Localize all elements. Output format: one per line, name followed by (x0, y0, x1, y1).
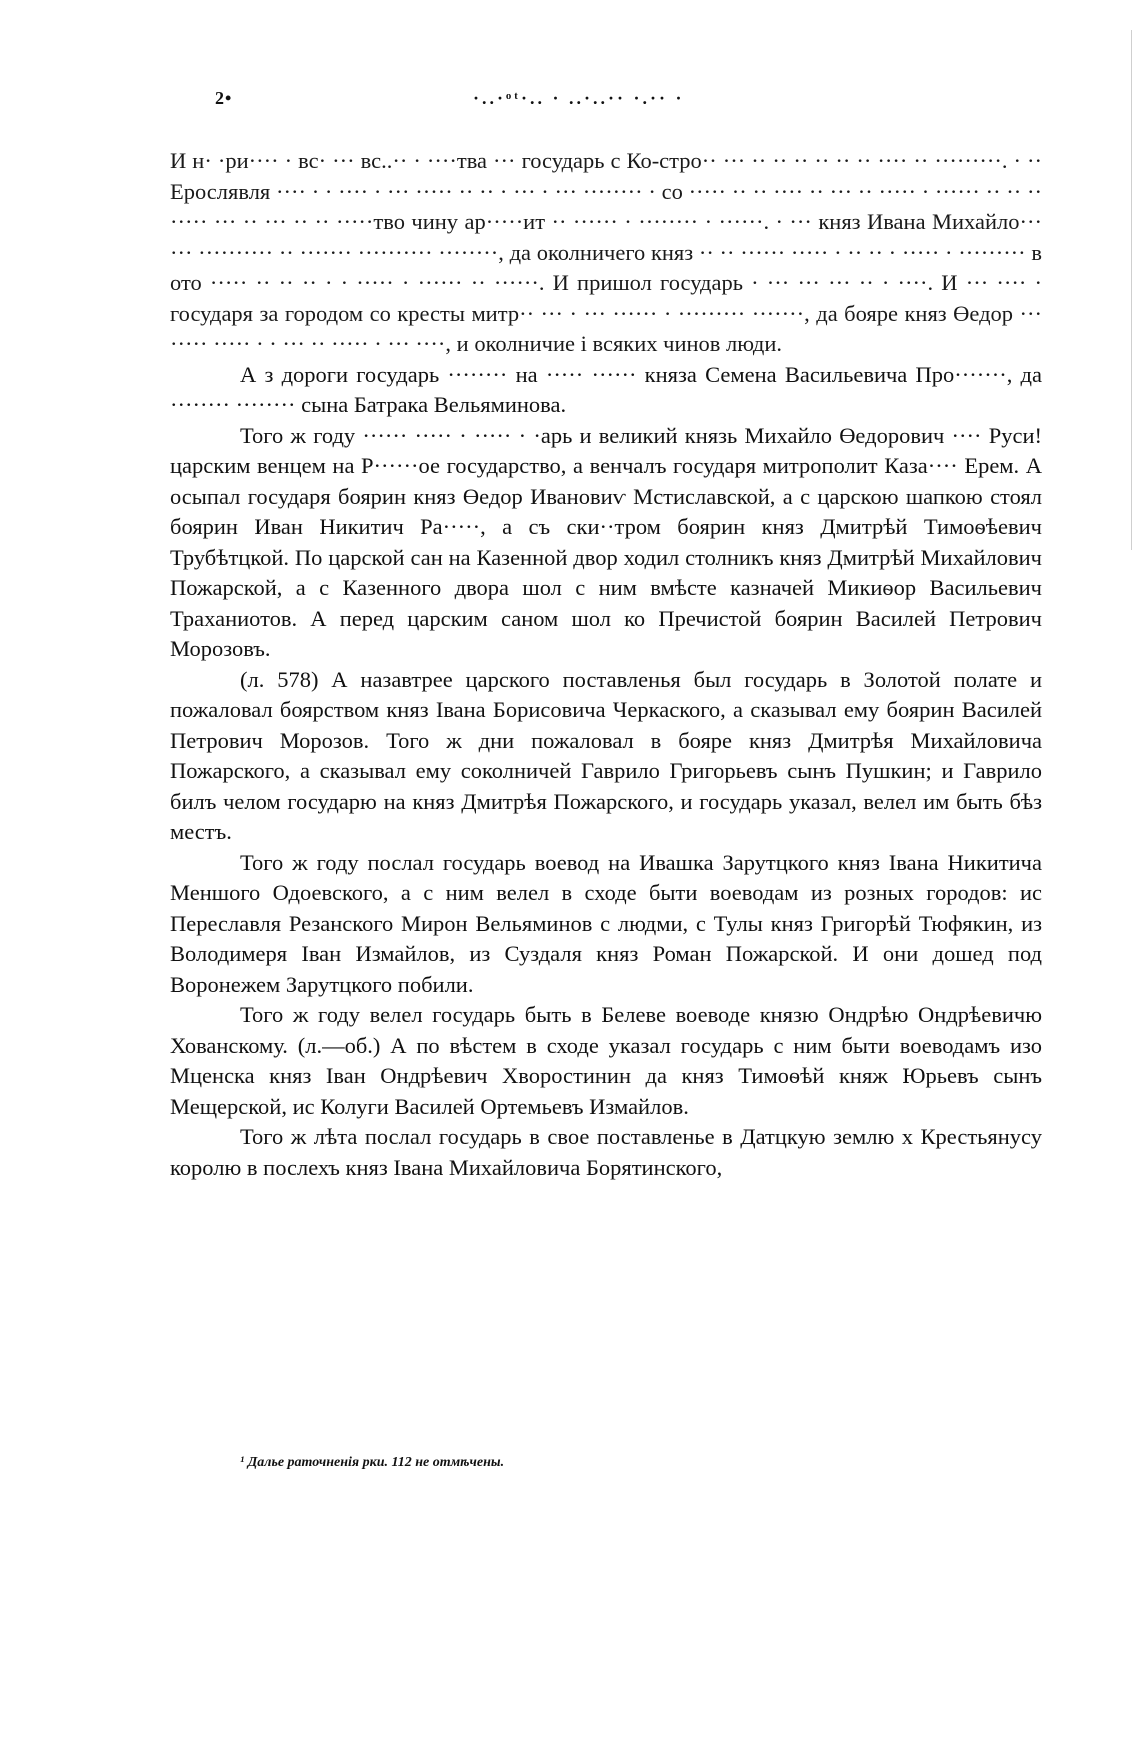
footnote: ¹ Далье раточненія рки. 112 не отмѣчены. (240, 1455, 505, 1470)
paragraph-2: А з дороги государь ········ на ····· ······ княза Семена Васильевича Про·······, да ········ ········ сына Батрака Вельяминова. (170, 361, 1042, 417)
paragraph-5: Того ж году послал государь воевод на Ивашка Зарутцкого княз Івана Никитича Меншого Одоевского, а с ним велел в сходе быти воеводам из розных городов: ис Переславля Резанского Мирон Вельяминов с людми, с Тулы княз Григорѣй Тюфякин, из Володимеря Іван Измайлов, из Суздаля княз Роман Пожарской. И они дошед под Воронежем Зарутцкого побили. (170, 849, 1042, 997)
paragraph-4: (л. 578) А назавтрее царского поставленья был государь в Золотой полате и пожаловал боярством княз Івана Борисовича Черкаского, а сказывал ему боярин Василей Петрович Морозов. Того ж дни пожаловал в бояре княз Дмитрѣя Михайловича Пожарского, а сказывал ему соколничей Гаврило Григорьевъ сынъ Пушкин; и Гаврило билъ челом государю на княз Дмитрѣя Пожарского, и государь указал, велел им быть бѣз местъ. (170, 666, 1042, 844)
scan-edge-line (1131, 30, 1132, 550)
paragraph-7: Того ж лѣта послал государь в свое поставленье в Датцкую землю х Крестьянусу королю в послехъ княз Івана Михайловича Борятинского, (170, 1124, 1042, 1180)
body-text (170, 146, 1042, 1183)
paragraph-1: И н· ·ри···· · вс· ··· вс..·· · ····тва ··· государь с Ко-стро·· ··· ·· ·· ·· ·· ·· ·· ···· ·· ·········. · ·· Ерослявля ···· · · ···· · ··· ····· ·· ·· · ··· · ··· ········ · со ····· ·· ·· ···· ·· ··· ·· ····· · ······ ·· ·· ·· ····· ··· ·· ··· ·· ·· ·····тво чину ар·····ит ·· ······ · ········ · ······. · ··· княз Ивана Михайло··· ··· ·········· ·· ······· ·········· ········, да околничего княз ·· ·· ······ ····· · ·· ·· · ····· · ········· в ото ····· ·· ·· ·· · · ····· · ······ ·· ······. И пришол государь · ··· ··· ··· ·· · ····. И ··· ···· · государя за городом со кресты митр·· ··· · ··· ······ · ········· ·······, да бояре княз Өедор ··· ····· ····· · · ··· ·· ····· · ··· ····, и околничие і всяких чинов люди. (170, 148, 1042, 356)
paragraph-6: Того ж году велел государь быть в Белеве воеводе князю Ондрѣю Ондрѣевичю Хованскому. (л.—об.) А по вѣстем в сходе указал государь с ним быти воеводамъ изо Мценска княз Іван Ондрѣевич Хворостинин да княз Тимоѳѣй княж Юрьевъ сынъ Мещерской, ис Колуги Василей Ортемьевъ Измайлов. (170, 1002, 1042, 1119)
paragraph-3: Того ж году ······ ····· · ····· · ·арь и великий князь Михайло Өедорович ···· Руси! царским венцем на Р······ое государство, а венчалъ государя митрополит Каза···· Ерем. А осыпал государя боярин княз Өедор Ивановиѵ Мстиславской, а с царскою шапкою стоял боярин Иван Никитич Ра·····, а съ ски··тром боярин княз Дмитрѣй Тимоѳѣевич Трубѣтцкой. По царской сан на Казенной двор ходил столникъ княз Дмитрѣй Михайлович Пожарской, а с Казенного двора шол с ним вмѣсте казначей Микиѳор Васильевич Траханиотов. А перед царским саном шол ко Пречистой боярин Василей Петрович Морозовъ. (170, 422, 1042, 661)
running-title: ·..·ᵒᵗ·.. · ..·..·· ·.·· · (473, 88, 685, 108)
page-number: 2• (215, 88, 233, 108)
